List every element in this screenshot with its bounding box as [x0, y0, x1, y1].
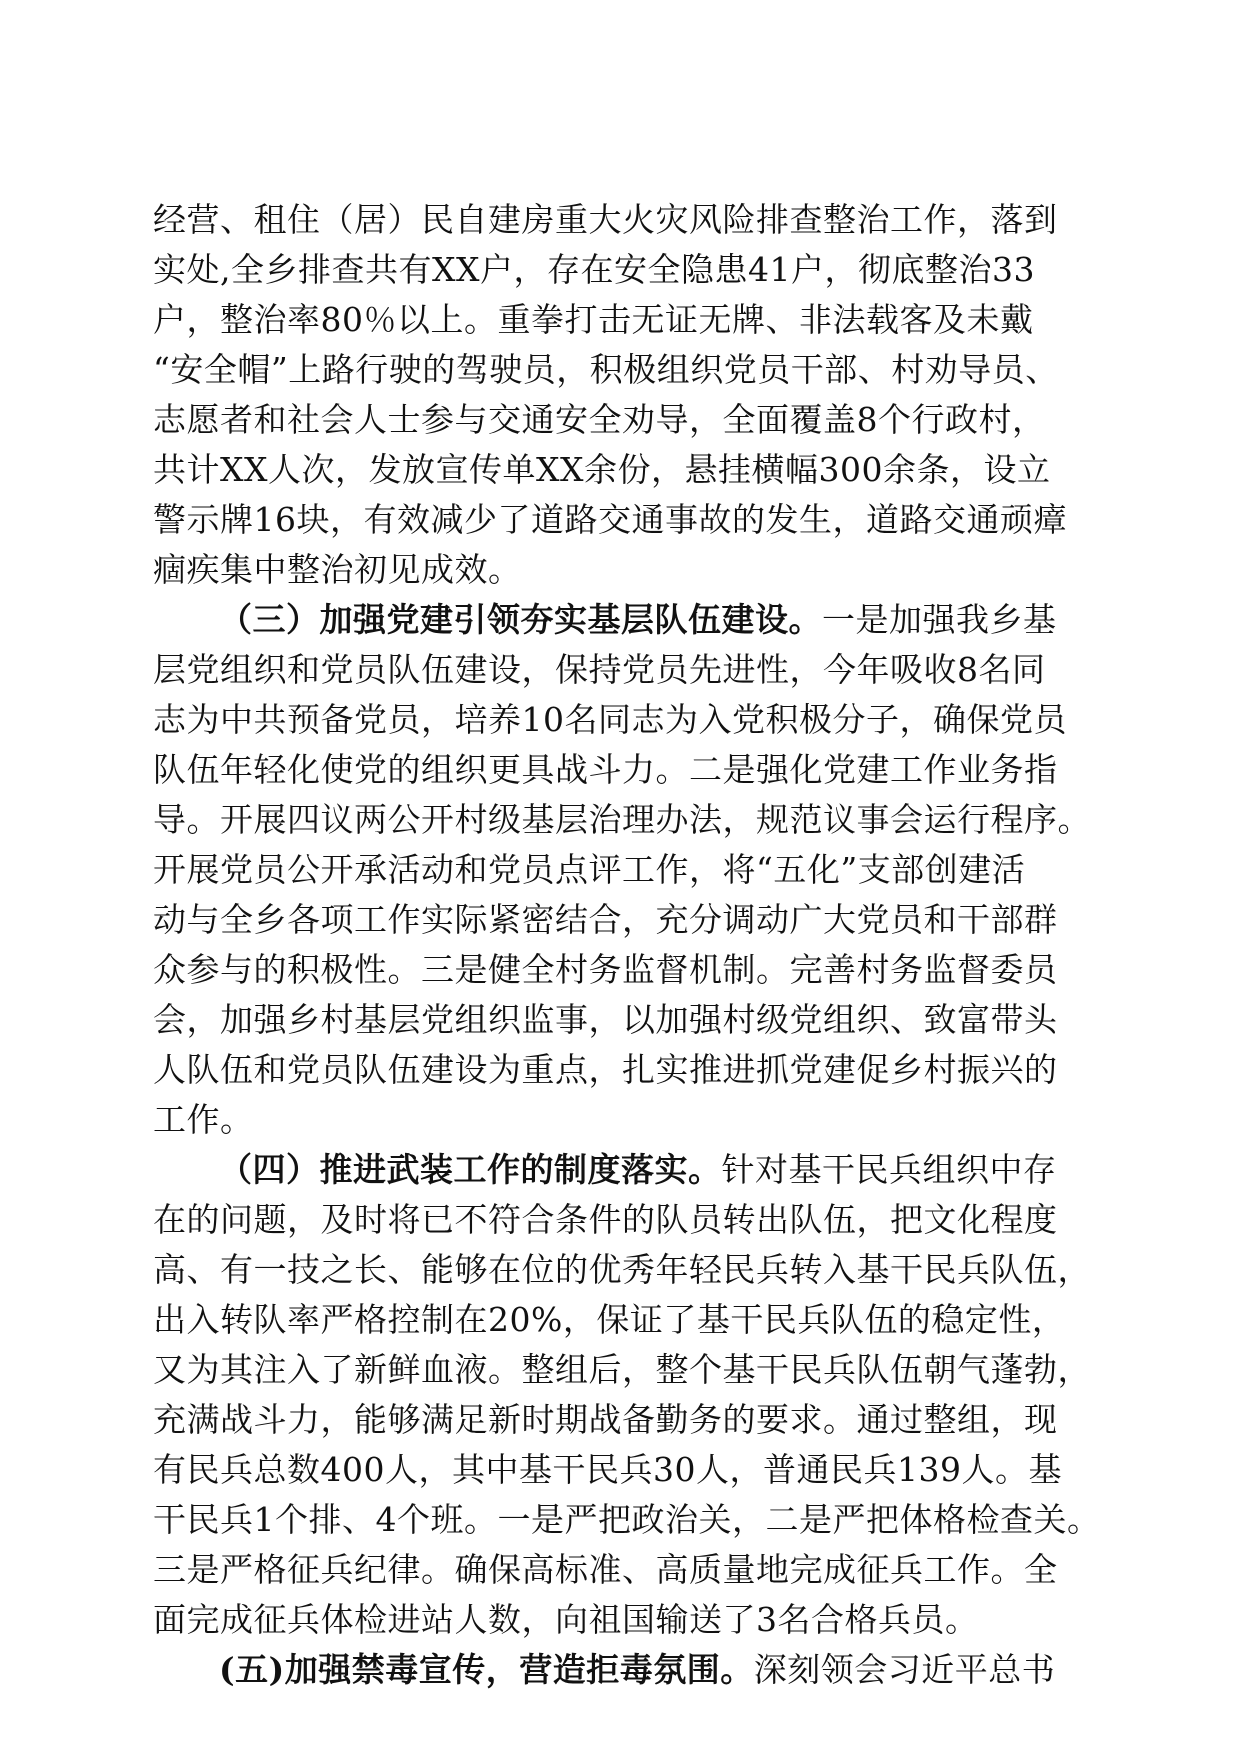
text-line: 充满战斗力，能够满足新时期战备勤务的要求。通过整组，现: [153, 1400, 1058, 1439]
section-5-heading: (五)加强禁毒宣传，营造拒毒氛围。: [219, 1650, 754, 1689]
section-5-first-line: [153, 1645, 1083, 1695]
section-4-text: 针对基干民兵组织中存: [721, 1150, 1057, 1189]
section-4-first-line: [153, 1145, 1083, 1195]
text-line: 面完成征兵体检进站人数，向祖国输送了3名合格兵员。: [153, 1600, 979, 1639]
text-line: 众参与的积极性。三是健全村务监督机制。完善村务监督委员: [153, 950, 1058, 989]
section-3-text: 一是加强我乡基: [822, 600, 1057, 639]
text-line: 户，整治率80％以上。重拳打击无证无牌、非法载客及未戴: [153, 300, 1034, 339]
text-line: 共计XX人次，发放宣传单XX余份，悬挂横幅300余条，设立: [153, 450, 1051, 489]
text-line: 干民兵1个排、4个班。一是严把政治关，二是严把体格检查关。: [153, 1500, 1101, 1539]
text-line: 实处,全乡排查共有XX户，存在安全隐患41户，彻底整治33: [153, 250, 1035, 289]
text-line: 在的问题，及时将已不符合条件的队员转出队伍，把文化程度: [153, 1200, 1058, 1239]
text-line: 工作。: [153, 1100, 254, 1139]
text-line: 警示牌16块，有效减少了道路交通事故的发生，道路交通顽瘴: [153, 500, 1067, 539]
text-line: “安全帽”上路行驶的驾驶员，积极组织党员干部、村劝导员、: [153, 350, 1059, 389]
document-body: [153, 195, 1101, 1695]
text-line: 经营、租住（居）民自建房重大火灾风险排查整治工作，落到: [153, 200, 1058, 239]
text-line: 有民兵总数400人，其中基干民兵30人，普通民兵139人。基: [153, 1450, 1062, 1489]
text-line: 志愿者和社会人士参与交通安全劝导，全面覆盖8个行政村，: [153, 400, 1046, 439]
text-line: 队伍年轻化使党的组织更具战斗力。二是强化党建工作业务指: [153, 750, 1058, 789]
text-line: 又为其注入了新鲜血液。整组后，整个基干民兵队伍朝气蓬勃，: [153, 1350, 1091, 1389]
text-line: 会，加强乡村基层党组织监事，以加强村级党组织、致富带头: [153, 1000, 1058, 1039]
text-line: 动与全乡各项工作实际紧密结合，充分调动广大党员和干部群: [153, 900, 1058, 939]
section-3-first-line: [153, 595, 1083, 645]
text-line: 高、有一技之长、能够在位的优秀年轻民兵转入基干民兵队伍，: [153, 1250, 1091, 1289]
section-5-text: 深刻领会习近平总书: [753, 1650, 1056, 1689]
section-4-heading: （四）推进武装工作的制度落实。: [219, 1150, 722, 1189]
section-3-heading: （三）加强党建引领夯实基层队伍建设。: [219, 600, 822, 639]
text-line: 开展党员公开承活动和党员点评工作，将“五化”支部创建活: [153, 850, 1026, 889]
text-line: 层党组织和党员队伍建设，保持党员先进性，今年吸收8名同: [153, 650, 1046, 689]
text-line: 痼疾集中整治初见成效。: [153, 550, 522, 589]
text-line: 人队伍和党员队伍建设为重点，扎实推进抓党建促乡村振兴的: [153, 1050, 1058, 1089]
text-line: 导。开展四议两公开村级基层治理办法，规范议事会运行程序。: [153, 800, 1091, 839]
text-line: 三是严格征兵纪律。确保高标准、高质量地完成征兵工作。全: [153, 1550, 1058, 1589]
text-line: 出入转队率严格控制在20%，保证了基干民兵队伍的稳定性，: [153, 1300, 1066, 1339]
text-line: 志为中共预备党员，培养10名同志为入党积极分子，确保党员: [153, 700, 1067, 739]
